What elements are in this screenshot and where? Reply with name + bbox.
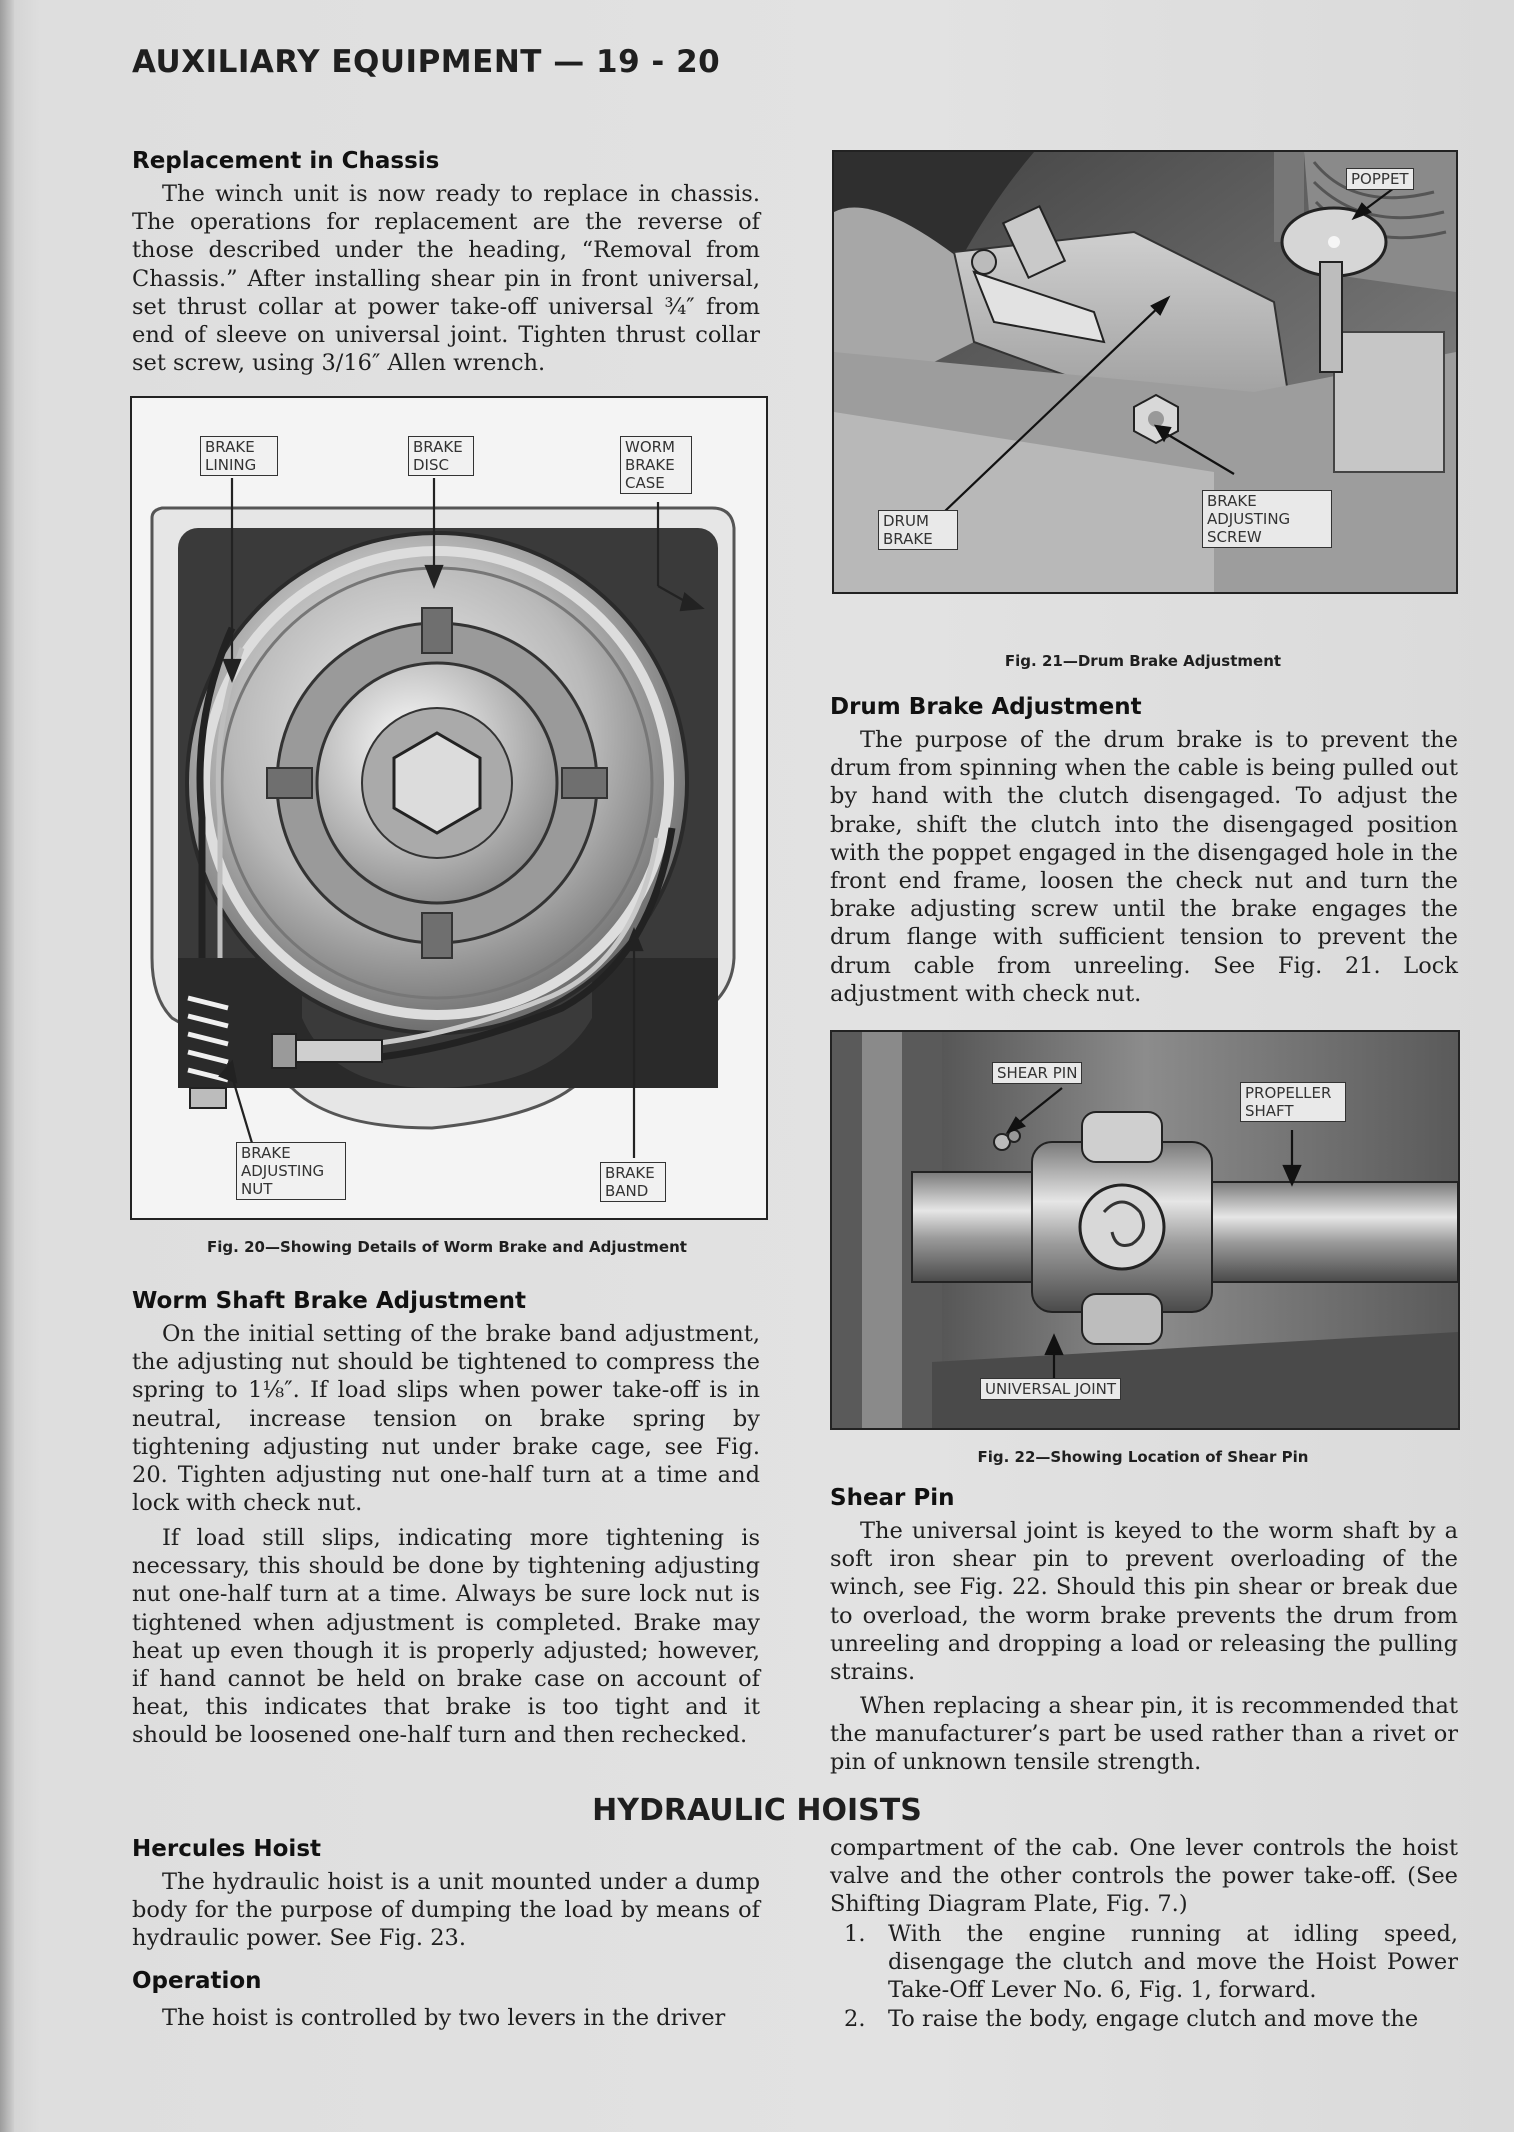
worm-brake-p1: On the initial setting of the brake band adjustment, the adjusting nut should be tightened to compress the spring to 1⅛″. If load slips when power take-off is in neutral, increase tension on brake spring by tightening adjusting nut under brake cage, see Fig. 20. Tighten adjusting nut one-half turn at a time and lock with check nut. bbox=[132, 1321, 760, 1517]
page-header: AUXILIARY EQUIPMENT — 19 - 20 bbox=[132, 44, 721, 80]
label-propeller-shaft: PROPELLER SHAFT bbox=[1240, 1082, 1346, 1122]
hercules-body: The hydraulic hoist is a unit mounted under a dump body for the purpose of dumping the load by means of hydraulic power. See Fig. 23. bbox=[132, 1869, 760, 1952]
operation-body: The hoist is controlled by two levers in the driver bbox=[162, 2005, 726, 2031]
shear-pin-p1: The universal joint is keyed to the worm shaft by a soft iron shear pin to prevent overloading of the winch, see Fig. 22. Should this pin shear or break due to overload, the worm brake prevents the drum from unreeling and dropping a load or releasing the pulling strains. bbox=[830, 1518, 1458, 1686]
label-worm-brake-case: WORM BRAKE CASE bbox=[620, 436, 692, 494]
figure-22-caption: Fig. 22—Showing Location of Shear Pin bbox=[977, 1448, 1309, 1466]
figure-20-worm-brake bbox=[130, 396, 768, 1220]
figure-22-shear-pin bbox=[830, 1030, 1460, 1430]
figure-21-caption: Fig. 21—Drum Brake Adjustment bbox=[1004, 652, 1282, 670]
figure-21-drum-brake bbox=[832, 150, 1458, 594]
hoist-step-1: 1. With the engine running at idling speed, disengage the clutch and move the Hoist Power Take-Off Lever No. 6, Fig. 1, forward. bbox=[844, 1921, 1458, 2004]
label-brake-lining: BRAKE LINING bbox=[200, 436, 278, 476]
shear-pin-photo bbox=[832, 1032, 1458, 1428]
label-drum-brake: DRUM BRAKE bbox=[878, 510, 958, 550]
label-brake-disc: BRAKE DISC bbox=[408, 436, 474, 476]
label-poppet: POPPET bbox=[1346, 168, 1414, 190]
replacement-body: The winch unit is now ready to replace in chassis. The operations for replacement are the reverse of those described under the heading, “Removal from Chassis.” After installing shear pin in front universal, set thrust collar at power take-off universal ¾″ from end of sleeve on universal joint. Tighten thrust collar set screw, using 3/16″ Allen wrench. bbox=[132, 181, 760, 377]
hoist-steps bbox=[830, 1920, 1458, 2033]
shear-pin-p2: When replacing a shear pin, it is recommended that the manufacturer’s part be used rather than a rivet or pin of unknown tensile strength. bbox=[830, 1693, 1458, 1776]
shear-pin-heading: Shear Pin bbox=[830, 1485, 955, 1511]
hoist-step-2: 2. To raise the body, engage clutch and move the bbox=[844, 2005, 1419, 2032]
drum-brake-heading: Drum Brake Adjustment bbox=[830, 694, 1142, 720]
label-brake-adjusting-screw: BRAKE ADJUSTING SCREW bbox=[1202, 490, 1332, 548]
label-brake-adjusting-nut: BRAKE ADJUSTING NUT bbox=[236, 1142, 346, 1200]
replacement-heading: Replacement in Chassis bbox=[132, 148, 440, 174]
label-shear-pin: SHEAR PIN bbox=[992, 1062, 1082, 1084]
operation-heading: Operation bbox=[132, 1968, 262, 1994]
drum-brake-body: The purpose of the drum brake is to prevent the drum from spinning when the cable is being pulled out by hand with the clutch disengaged. To adjust the brake, shift the clutch into the disengaged position with the poppet engaged in the disengaged hole in the front end frame, loosen the check nut and turn the brake adjusting screw until the brake engages the drum flange with sufficient tension to prevent the drum cable from unreeling. See Fig. 21. Lock adjustment with check nut. bbox=[830, 727, 1458, 1007]
label-brake-band: BRAKE BAND bbox=[600, 1162, 666, 1202]
label-universal-joint: UNIVERSAL JOINT bbox=[980, 1378, 1121, 1400]
figure-20-caption: Fig. 20—Showing Details of Worm Brake and Adjustment bbox=[207, 1238, 687, 1256]
hoist-continued: compartment of the cab. One lever controls the hoist valve and the other controls the power take-off. (See Shifting Diagram Plate, Fig. 7.) bbox=[830, 1835, 1458, 1918]
hercules-heading: Hercules Hoist bbox=[132, 1836, 321, 1862]
worm-brake-p2: If load still slips, indicating more tightening is necessary, this should be done by tightening adjusting nut one-half turn at a time. Always be sure lock nut is tightened when adjustment is completed. Brake may heat up even though it is properly adjusted; however, if hand cannot be held on brake case on account of heat, this indicates that brake is too tight and it should be loosened one-half turn and then rechecked. bbox=[132, 1525, 760, 1749]
worm-brake-illustration bbox=[132, 398, 766, 1218]
worm-brake-heading: Worm Shaft Brake Adjustment bbox=[132, 1288, 526, 1314]
hydraulic-hoists-title: HYDRAULIC HOISTS bbox=[592, 1793, 922, 1828]
